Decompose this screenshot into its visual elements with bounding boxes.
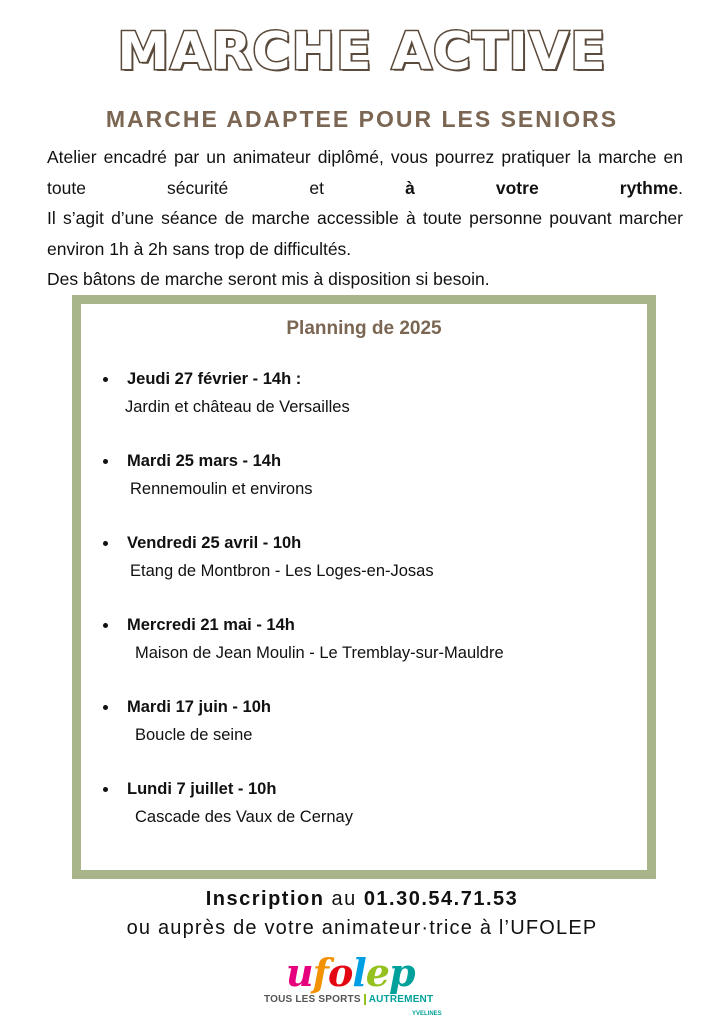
event-place: Cascade des Vaux de Cernay: [135, 808, 353, 826]
planning-box: [72, 295, 656, 879]
intro-text: [47, 142, 683, 295]
intro-line1-text: Atelier encadré par un animateur diplômé, vous pourrez pratiquer la marche en toute sécurité et: [47, 147, 683, 198]
event-place: Maison de Jean Moulin - Le Tremblay-sur-Mauldre: [135, 644, 504, 662]
event-date: Mercredi 21 mai - 14h: [127, 616, 295, 634]
intro-paragraph-1: [47, 142, 683, 203]
event-place: Etang de Montbron - Les Loges-en-Josas: [130, 562, 434, 580]
inscription-alternative: ou auprès de votre animateur·trice à l’UFOLEP: [126, 917, 598, 939]
event-date: Vendredi 25 avril - 10h: [127, 534, 302, 552]
planning-title: Planning de 2025: [286, 318, 442, 339]
intro-paragraph-3: Des bâtons de marche seront mis à disposition si besoin.: [47, 269, 490, 289]
event-date: Mardi 17 juin - 10h: [127, 698, 271, 716]
inscription-line: [0, 888, 724, 911]
bullet-icon: [103, 377, 108, 382]
event-place: Boucle de seine: [135, 726, 253, 744]
event-place: Rennemoulin et environs: [130, 480, 313, 498]
bullet-icon: [103, 459, 108, 464]
logo-tagline-a: TOUS LES SPORTS: [264, 994, 361, 1005]
phone-number[interactable]: 01.30.54.71.53: [363, 888, 519, 910]
intro-line1-end: .: [678, 177, 683, 198]
ufolep-logo: [262, 952, 452, 1020]
bullet-icon: [103, 787, 108, 792]
inscription-label: Inscription: [205, 888, 325, 910]
intro-line1-emphasis: à votre rythme: [405, 177, 679, 198]
bullet-icon: [103, 623, 108, 628]
inscription-au: au: [331, 888, 357, 910]
event-date: Lundi 7 juillet - 10h: [127, 780, 277, 798]
event-place: Jardin et château de Versailles: [125, 398, 350, 416]
logo-department: YVELINES: [412, 1011, 442, 1017]
event-date: Jeudi 27 février - 14h :: [127, 370, 302, 388]
bullet-icon: [103, 541, 108, 546]
logo-tagline-b: AUTREMENT: [364, 994, 434, 1005]
bullet-icon: [103, 705, 108, 710]
intro-paragraph-2: Il s’agit d’une séance de marche accessible à toute personne pouvant marcher environ 1h à 2h sans trop de difficultés.: [47, 208, 683, 259]
logo-wordmark: ufolep: [286, 950, 415, 995]
logo-tagline: [264, 994, 433, 1005]
page-subtitle: MARCHE ADAPTEE POUR LES SENIORS: [105, 106, 619, 132]
page-title: MARCHE ACTIVE: [117, 22, 607, 82]
event-date: Mardi 25 mars - 14h: [127, 452, 282, 470]
